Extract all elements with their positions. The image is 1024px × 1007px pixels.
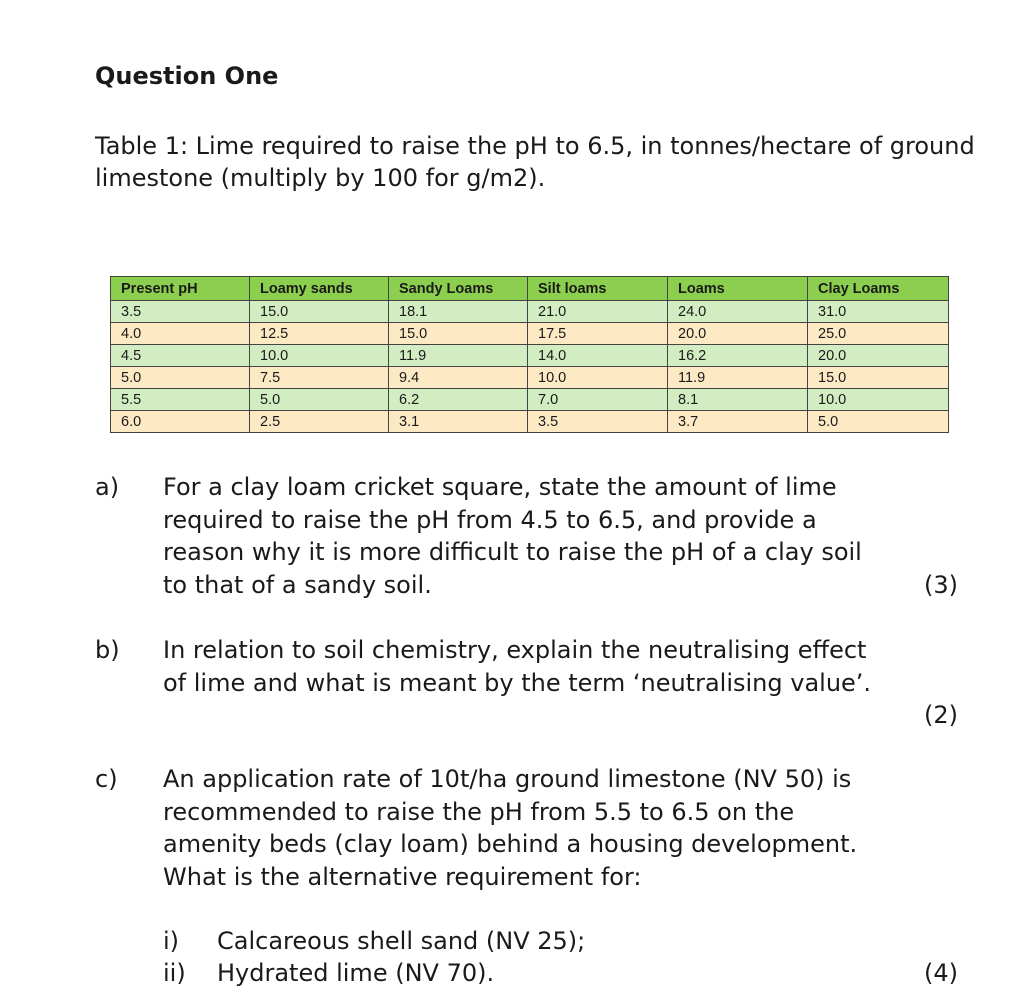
question-c-line: An application rate of 10t/ha ground limestone (NV 50) is: [163, 765, 852, 793]
header-present-ph: Present pH: [111, 277, 250, 301]
question-a-line: to that of a sandy soil.: [163, 570, 432, 599]
question-a-line: reason why it is more difficult to raise the pH of a clay soil: [163, 538, 862, 566]
table-cell: 7.0: [528, 389, 668, 411]
table-cell: 10.0: [528, 367, 668, 389]
table-row: [111, 345, 949, 367]
table-cell: 12.5: [250, 323, 389, 345]
table-cell: 21.0: [528, 301, 668, 323]
lime-requirement-table: [110, 276, 949, 433]
header-loams: Loams: [668, 277, 808, 301]
header-sandy-loams: Sandy Loams: [389, 277, 528, 301]
table-cell: 3.5: [111, 301, 250, 323]
question-heading: Question One: [95, 62, 279, 90]
question-b-label: b): [95, 636, 120, 664]
table-cell: 2.5: [250, 411, 389, 433]
table-cell: 7.5: [250, 367, 389, 389]
question-b-text: [163, 634, 958, 699]
question-a-label: a): [95, 473, 120, 501]
table-cell: 31.0: [808, 301, 949, 323]
table-cell: 11.9: [668, 367, 808, 389]
question-c: [95, 763, 958, 895]
table-row: [111, 389, 949, 411]
table-cell: 6.0: [111, 411, 250, 433]
question-b: [95, 634, 958, 734]
question-c-label: c): [95, 765, 118, 793]
question-c-line: recommended to raise the pH from 5.5 to 6.5 on the: [163, 797, 795, 826]
table-cell: 20.0: [808, 345, 949, 367]
table-cell: 5.0: [250, 389, 389, 411]
table-cell: 4.0: [111, 323, 250, 345]
sub-ii-label: ii): [163, 959, 186, 987]
table-cell: 11.9: [389, 345, 528, 367]
question-a-text: [163, 471, 958, 601]
table-row: [111, 411, 949, 433]
table-header-row: [111, 277, 949, 301]
table-cell: 6.2: [389, 389, 528, 411]
question-c-sub-i: [163, 925, 585, 958]
table-cell: 24.0: [668, 301, 808, 323]
table-cell: 16.2: [668, 345, 808, 367]
question-b-line: of lime and what is meant by the term ‘neutralising value’.: [163, 668, 872, 697]
header-loamy-sands: Loamy sands: [250, 277, 389, 301]
header-silt-loams: Silt loams: [528, 277, 668, 301]
table-cell: 5.5: [111, 389, 250, 411]
table-cell: 3.7: [668, 411, 808, 433]
table-cell: 20.0: [668, 323, 808, 345]
question-a-line: required to raise the pH from 4.5 to 6.5, and provide a: [163, 505, 817, 534]
table-cell: 3.1: [389, 411, 528, 433]
table-cell: 25.0: [808, 323, 949, 345]
table-cell: 4.5: [111, 345, 250, 367]
table-cell: 17.5: [528, 323, 668, 345]
table-cell: 18.1: [389, 301, 528, 323]
table-cell: 8.1: [668, 389, 808, 411]
table-cell: 3.5: [528, 411, 668, 433]
question-c-sub-ii: [163, 957, 494, 990]
question-c-marks: (4): [924, 959, 958, 987]
header-clay-loams: Clay Loams: [808, 277, 949, 301]
sub-ii-text: Hydrated lime (NV 70).: [217, 959, 495, 987]
table-cell: 15.0: [250, 301, 389, 323]
table-cell: 15.0: [808, 367, 949, 389]
question-a-marks: (3): [924, 570, 958, 599]
table-cell: 10.0: [250, 345, 389, 367]
table-row: [111, 367, 949, 389]
table-cell: 10.0: [808, 389, 949, 411]
question-b-line: In relation to soil chemistry, explain the neutralising effect: [163, 636, 867, 664]
table-cell: 14.0: [528, 345, 668, 367]
table-row: [111, 323, 949, 345]
table-caption: Table 1: Lime required to raise the pH to 6.5, in tonnes/hectare of ground limestone (multiply by 100 for g/m2).: [95, 132, 975, 192]
sub-i-text: Calcareous shell sand (NV 25);: [217, 927, 586, 955]
sub-i-label: i): [163, 927, 180, 955]
question-b-marks: (2): [924, 701, 958, 729]
question-a-line: For a clay loam cricket square, state the amount of lime: [163, 473, 837, 501]
table-cell: 9.4: [389, 367, 528, 389]
question-c-line: amenity beds (clay loam) behind a housing development.: [163, 830, 858, 858]
table-cell: 15.0: [389, 323, 528, 345]
question-a: [95, 471, 958, 603]
table-cell: 5.0: [808, 411, 949, 433]
question-c-line: What is the alternative requirement for:: [163, 862, 642, 891]
question-c-text: [163, 763, 958, 893]
table-cell: 5.0: [111, 367, 250, 389]
table-row: [111, 301, 949, 323]
